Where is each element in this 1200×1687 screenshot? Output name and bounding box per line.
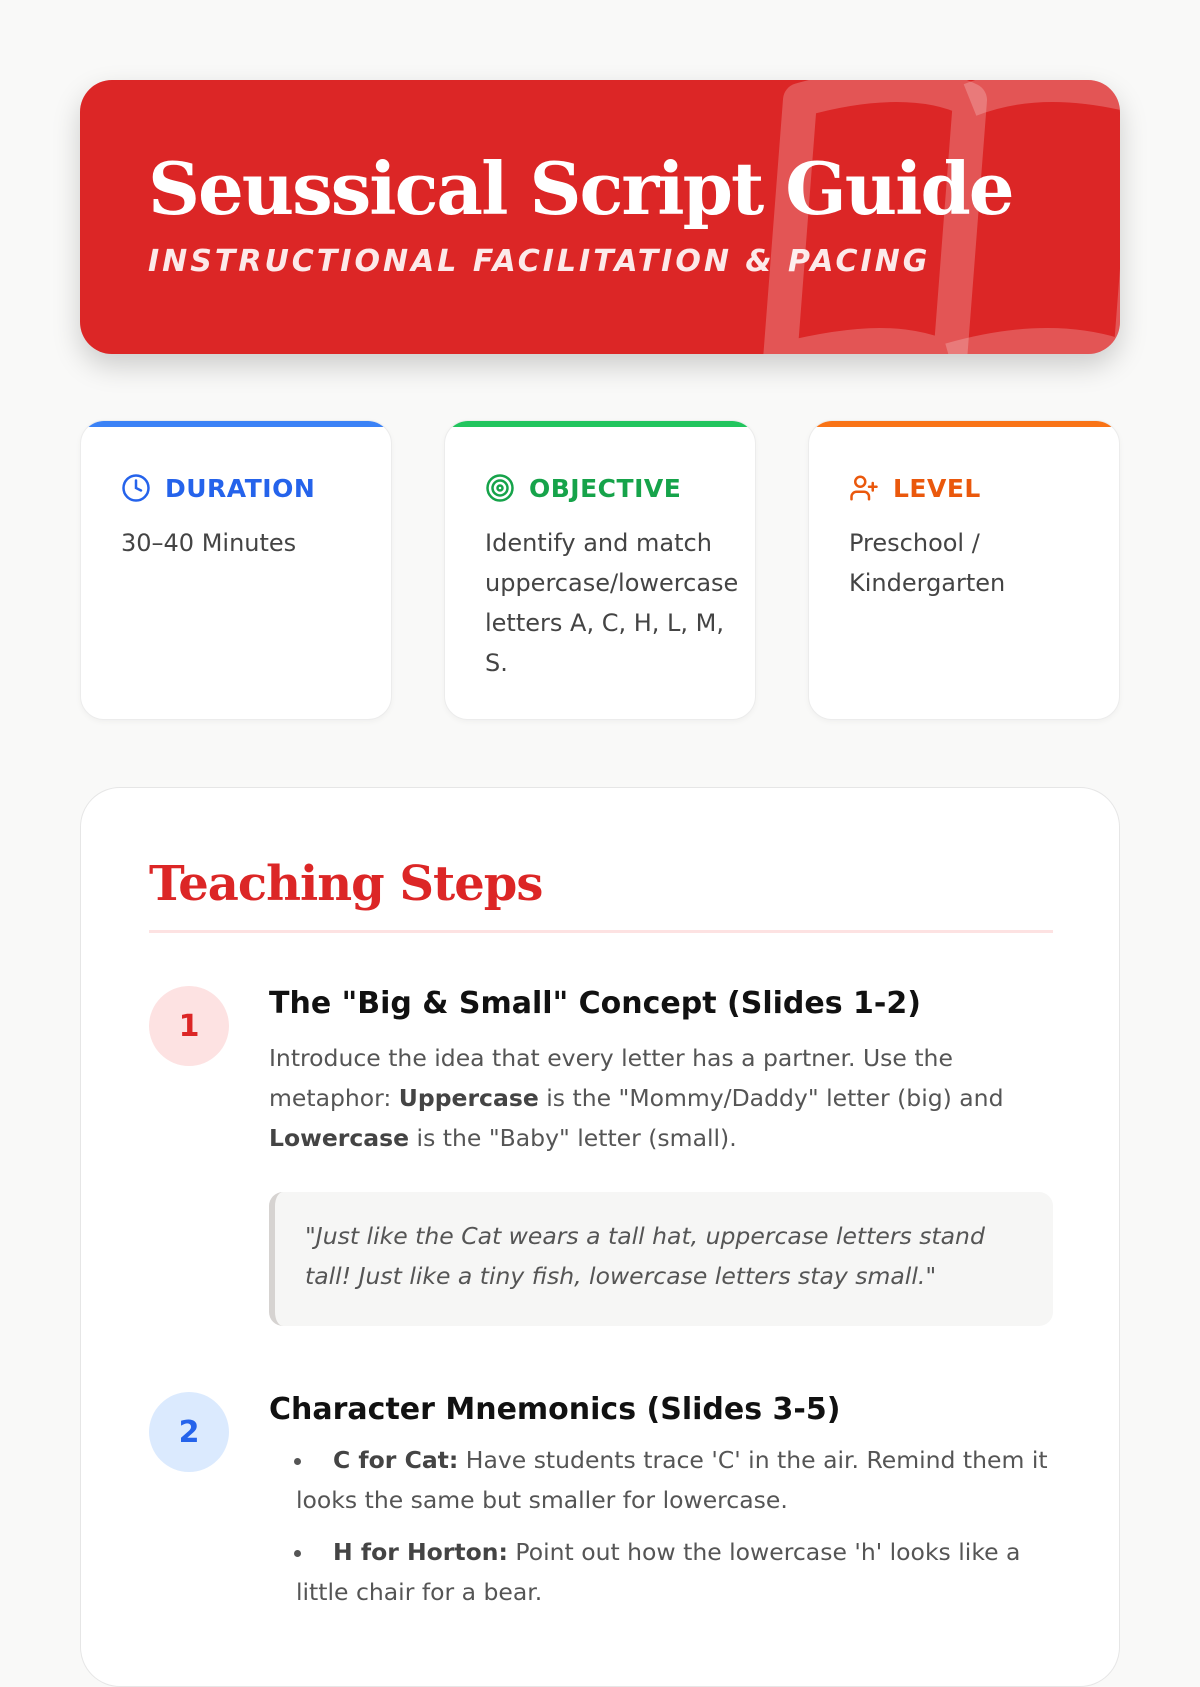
duration-value: 30–40 Minutes [121,529,297,557]
card-accent-bar [809,421,1119,427]
level-card [808,420,1120,720]
heading-divider [149,930,1053,933]
step-description: Introduce the idea that every letter has a partner. Use the metaphor: Uppercase is the "Mommy/Daddy" letter (big) and Lowercase is the "Baby" letter (small). [269,1044,1004,1152]
script-quote: "Just like the Cat wears a tall hat, uppercase letters stand tall! Just like a tiny fish, lowercase letters stay small." [269,1192,1053,1326]
step-title: The "Big & Small" Concept (Slides 1-2) [269,986,921,1021]
list-item: C for Cat: Have students trace 'C' in the air. Remind them it looks the same but smaller for lowercase. [296,1446,1048,1514]
teaching-steps-panel [80,787,1120,1687]
page-title: Seussical Script Guide [148,146,1013,231]
user-plus-icon [849,473,879,503]
clock-icon [121,473,151,503]
step-number-badge: 1 [149,986,229,1066]
bullet-dot [294,1550,301,1557]
card-accent-bar [81,421,391,427]
bullet-dot [294,1458,301,1465]
duration-label: DURATION [165,473,316,503]
target-icon [485,473,515,503]
section-heading: Teaching Steps [149,856,543,912]
duration-card [80,420,392,720]
step-number-badge: 2 [149,1392,229,1472]
level-label: LEVEL [893,473,981,503]
header-banner [80,80,1120,354]
step-title: Character Mnemonics (Slides 3-5) [269,1392,841,1427]
level-value: Preschool / Kindergarten [849,529,1006,597]
objective-value: Identify and match uppercase/lowercase letters A, C, H, L, M, S. [485,529,739,677]
card-accent-bar [445,421,755,427]
objective-label: OBJECTIVE [529,473,682,503]
page-subtitle: INSTRUCTIONAL FACILITATION & PACING [148,244,931,279]
objective-card [444,420,756,720]
list-item: H for Horton: Point out how the lowercase 'h' looks like a little chair for a bear. [296,1538,1021,1606]
